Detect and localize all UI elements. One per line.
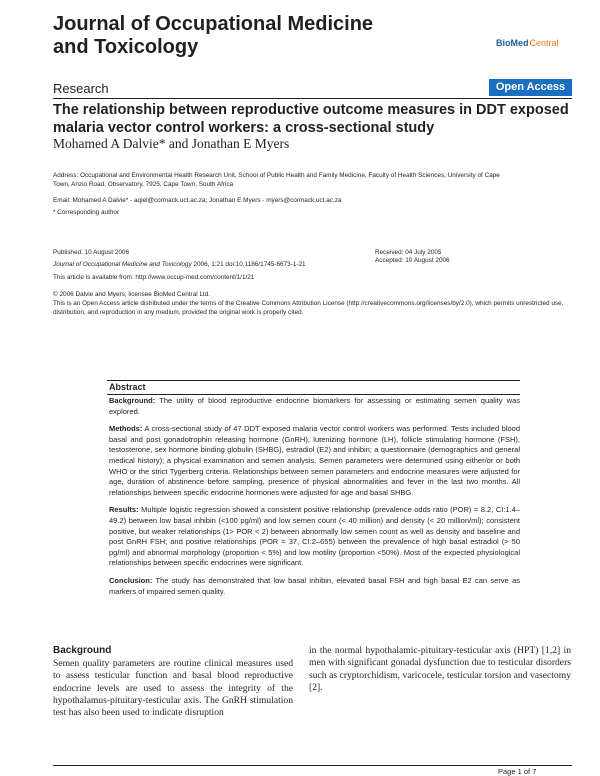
abstract-results [109,505,520,569]
body-text-left-column: Semen quality parameters are routine clinical measures used to assess testicular function and basal blood reproductive endocrine levels are used to assess the integrity of the hypothalamus-pituitary-testicular axis. The GnRH stimulation test has also been used to indicate disruption [53,658,293,719]
accepted-date: Accepted: 10 August 2006 [375,257,450,264]
article-type: Research [53,81,109,96]
article-title: The relationship between reproductive outcome measures in DDT exposed malaria vector control workers: a cross-sectional study [53,102,569,136]
author-emails[interactable]: Email: Mohamed A Dalvie* - aqiel@cormack.uct.ac.za; Jonathan E Myers - myers@cormack.uct.ac.za [53,197,342,204]
footer-divider [53,765,572,766]
license-notice[interactable]: This is an Open Access article distributed under the terms of the Creative Commons Attribution License (http://creativecommons.org/licenses/by/2.0), which permits unrestricted use, distribution, and reproduction in any medium, provided the original work is properly cited. [53,300,564,316]
copyright-notice: © 2006 Dalvie and Myers; licensee BioMed Central Ltd. [53,291,211,298]
abstract-conclusion-text: The study has demonstrated that low basal inhibin, elevated basal FSH and high basal E2 can serve as markers of impaired semen quality. [109,575,520,596]
authors: Mohamed A Dalvie* and Jonathan E Myers [53,136,290,151]
journal-title [53,13,453,59]
abstract-methods-text: A cross-sectional study of 47 DDT exposed malaria vector control workers was performed. Tests included blood basal and post gonadotrophin releasing hormone (GnRH), lutenizing hormone (LH), follicle stimulating hormone (FSH), testosterone, sex hormone binding globulin (SHBG), estradiol (E2) and inhibin; a questionnaire (demographics and general medical history); a physical examination and semen analysis. Semen parameters were determined using either/or or both WHO or the strict Tygerberg criteria. Relationships between semen parameters and endocrine measures were adjusted for age, duration of abstinence before sampling, presence of physical abnormalities and fever in the last two months. All relationships between specific endocrine hormones were adjusted for age and basal SHBG. [109,424,520,497]
biomed-central-logo [496,38,559,49]
abstract-divider [107,380,520,381]
section-heading-background: Background [53,645,112,656]
abstract-background [109,396,520,417]
abstract-conclusion [109,576,520,597]
received-date: Received: 04 July 2005 [375,249,442,256]
body-text-right-column: in the normal hypothalamic-pituitary-testicular axis (HPT) [1,2] in men with significant gonadal dysfunction due to testicular disorders such as cryptorchidism, varicocele, testicular torsion and vasectomy [2]. [309,645,571,693]
abstract-heading: Abstract [109,382,146,392]
abstract-results-text: Multiple logistic regression showed a consistent positive relationship (prevalence odds ratio (POR) = 8.2, CI:1.4–49.2) between low basal inhibin (<100 pg/ml) and low semen count (< 40 million) and density (< 20 million/ml); consistent positive, but weaker relationships (1> POR < 2) between abnormally low semen count as well as density and baseline and post GnRH FSH; and positive relationships (POR = 37, CI:2–655) between the prevalence of high basal estradiol (> 50 pg/ml) and abnormal morphology (proportion < 5%) and low motility (proportion <50%). Most of the expected physiological relationships between specific endocrines were significant. [109,505,520,568]
author-address: Address: Occupational and Environmental Health Research Unit, School of Public Health and Family Medicine, Faculty of Health Sciences, University of Cape Town, Anzio Road, Observatory, 7925, Cape Town, South Africa [53,172,500,188]
citation-details: 2006, 1:21 doi:10.1186/1745-6673-1-21 [191,261,306,268]
open-access-badge: Open Access [489,79,572,96]
logo-central-text: Central [529,38,559,48]
logo-med-text: Med [510,38,529,48]
abstract [107,380,520,604]
abstract-conclusion-label: Conclusion: [109,575,153,585]
header-divider [53,98,572,99]
corresponding-author-note: * Corresponding author [53,209,120,216]
abstract-background-text: The utility of blood reproductive endocrine biomarkers for assessing or estimating semen quality was explored. [109,396,520,416]
journal-title-line1: Journal of Occupational Medicine [53,13,374,35]
abstract-heading-divider [107,394,520,395]
abstract-methods [109,424,520,498]
page-number: Page 1 of 7 [498,767,537,776]
published-date: Published: 10 August 2006 [53,249,130,256]
logo-bio-text: Bio [496,38,511,48]
journal-title-line2: and Toxicology [53,36,199,58]
abstract-background-label: Background: [109,396,156,405]
citation [53,260,373,269]
abstract-methods-label: Methods: [109,424,143,434]
abstract-results-label: Results: [109,505,139,515]
citation-journal: Journal of Occupational Medicine and Toxicology [53,261,192,268]
article-url[interactable]: This article is available from: http://www.occup-med.com/content/1/1/21 [53,274,255,281]
